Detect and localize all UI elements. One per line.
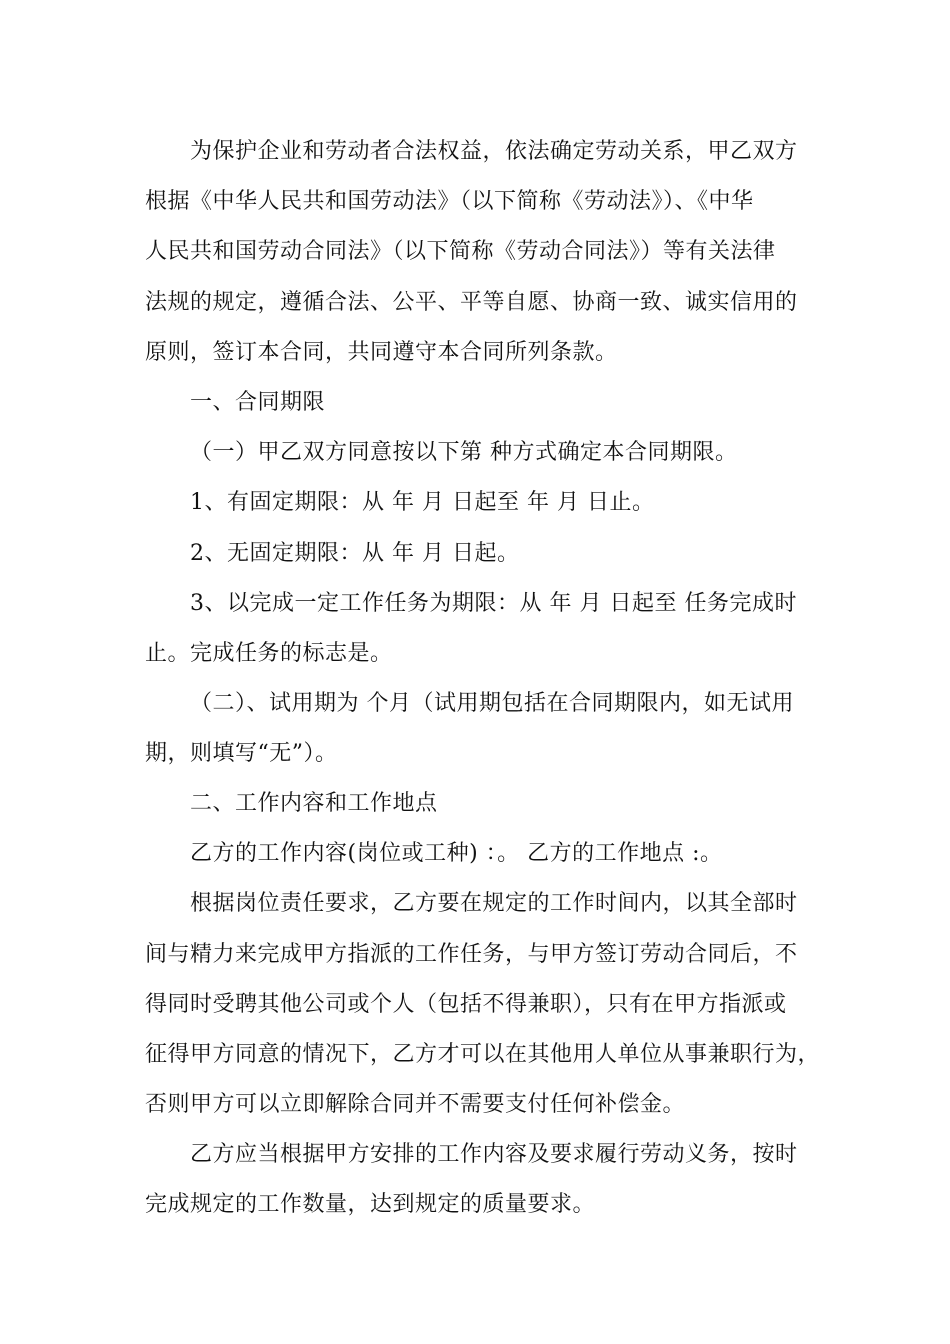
paragraph-intro-line-1: 为保护企业和劳动者合法权益，依法确定劳动关系，甲乙双方 <box>190 139 798 164</box>
paragraph-duty-line-2: 间与精力来完成甲方指派的工作任务，与甲方签订劳动合同后，不 <box>145 942 798 967</box>
paragraph-intro-line-3: 人民共和国劳动合同法》（以下简称《劳动合同法》）等有关法律 <box>145 239 776 264</box>
paragraph-intro-line-5: 原则，签订本合同，共同遵守本合同所列条款。 <box>145 340 618 365</box>
paragraph-duty-line-1: 根据岗位责任要求，乙方要在规定的工作时间内，以其全部时 <box>190 891 798 916</box>
clause-term-method: （一）甲乙双方同意按以下第 种方式确定本合同期限。 <box>190 440 738 465</box>
paragraph-duty-line-5: 否则甲方可以立即解除合同并不需要支付任何补偿金。 <box>145 1092 686 1117</box>
clause-fixed-term: 1、有固定期限：从 年 月 日起至 年 月 日止。 <box>190 490 655 515</box>
clause-task-term-line-1: 3、以完成一定工作任务为期限：从 年 月 日起至 任务完成时 <box>190 591 797 616</box>
clause-task-term-line-2: 止。完成任务的标志是。 <box>145 641 393 666</box>
section-heading-contract-term: 一、合同期限 <box>190 390 326 415</box>
clause-probation-line-1: （二）、试用期为 个月（试用期包括在合同期限内，如无试用 <box>190 691 794 716</box>
paragraph-obligation-line-1: 乙方应当根据甲方安排的工作内容及要求履行劳动义务，按时 <box>190 1142 798 1167</box>
section-heading-work-content: 二、工作内容和工作地点 <box>190 791 438 816</box>
clause-probation-line-2: 期，则填写“无”）。 <box>145 741 338 766</box>
paragraph-obligation-line-2: 完成规定的工作数量，达到规定的质量要求。 <box>145 1192 596 1217</box>
clause-work-content-location: 乙方的工作内容(岗位或工种) ：。 乙方的工作地点 :。 <box>190 841 723 866</box>
paragraph-duty-line-3: 得同时受聘其他公司或个人（包括不得兼职），只有在甲方指派或 <box>145 992 787 1017</box>
paragraph-intro-line-2: 根据《中华人民共和国劳动法》（以下简称《劳动法》）、《中华 <box>145 189 754 214</box>
paragraph-duty-line-4: 征得甲方同意的情况下，乙方才可以在其他用人单位从事兼职行为， <box>145 1042 821 1067</box>
paragraph-intro-line-4: 法规的规定，遵循合法、公平、平等自愿、协商一致、诚实信用的 <box>145 290 798 315</box>
clause-open-term: 2、无固定期限：从 年 月 日起。 <box>190 541 520 566</box>
